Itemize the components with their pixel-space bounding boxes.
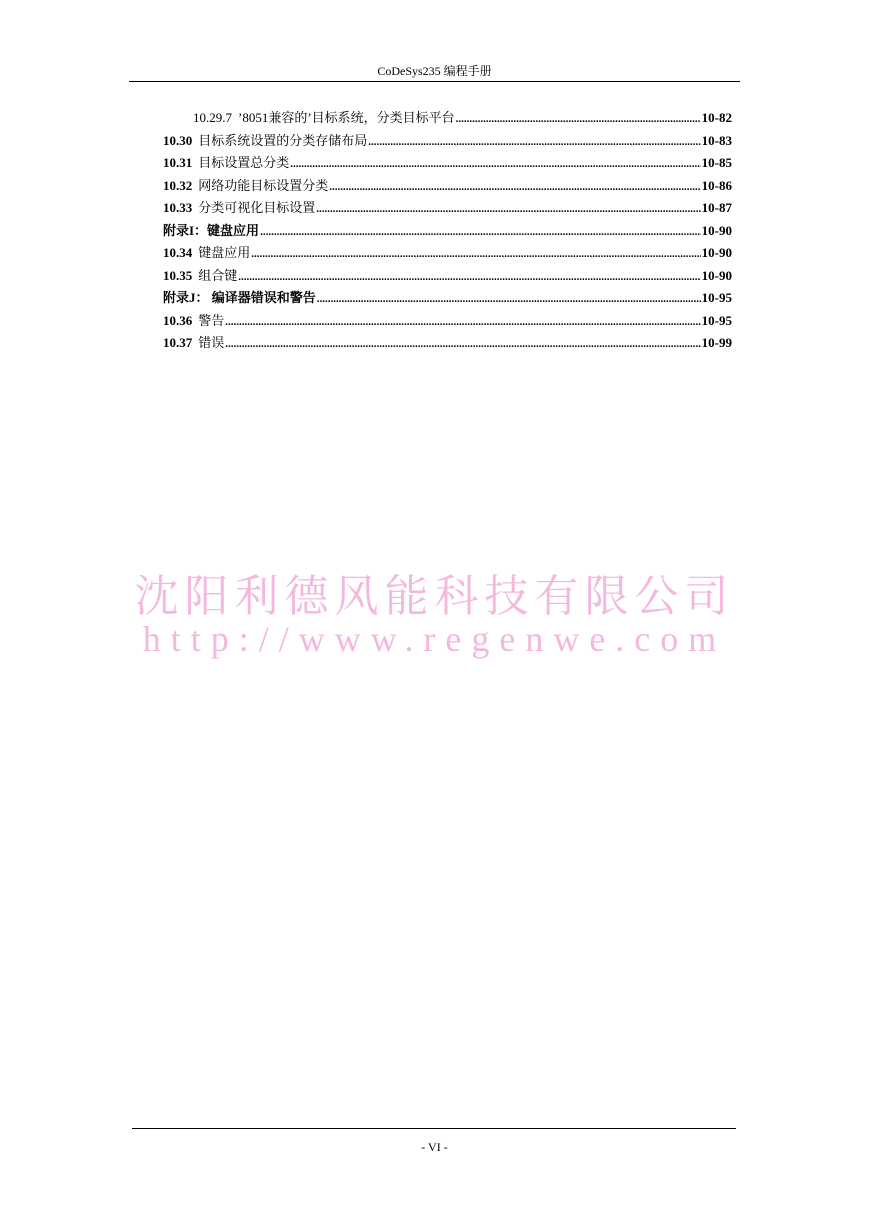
toc-entry-page: 10-90 [701, 245, 732, 260]
toc-entry-number: 10.34 [163, 245, 193, 260]
toc-entry-title: 键盘应用 [198, 245, 251, 260]
toc-entry-page: 10-90 [701, 222, 732, 238]
toc-leader [329, 176, 700, 199]
toc-entry[interactable] [163, 175, 732, 198]
toc-leader [225, 311, 700, 334]
toc-entry[interactable] [163, 265, 732, 288]
toc-leader [456, 108, 701, 131]
toc-entry[interactable] [163, 242, 732, 265]
toc-entry-number: 10.35 [163, 267, 193, 283]
toc-entry-title: 组合键 [198, 267, 238, 283]
toc-entry-page: 10-82 [701, 110, 732, 125]
toc-leader [368, 131, 700, 154]
footer-rule [132, 1128, 736, 1129]
toc-entry-number: 10.36 [163, 312, 193, 328]
toc-leader [316, 198, 700, 221]
toc-entry-title: 附录J： 编译器错误和警告 [163, 290, 316, 305]
toc-entry-page: 10-95 [701, 290, 732, 305]
toc-entry-title: ’8051兼容的’目标系统，分类目标平台 [238, 110, 455, 125]
page-number: - VI - [421, 1140, 448, 1154]
toc-entry-title: 警告 [198, 312, 225, 328]
watermark-company-name: 沈阳利德风能科技有限公司 [134, 571, 735, 622]
toc-entry-page: 10-87 [701, 200, 732, 215]
toc-leader [317, 288, 701, 311]
toc-entry-page: 10-99 [701, 335, 732, 350]
toc-leader [251, 243, 700, 266]
toc-entry-title: 网络功能目标设置分类 [198, 177, 329, 193]
toc-entry-number: 10.32 [163, 177, 193, 193]
toc-entry[interactable] [163, 130, 732, 153]
table-of-contents [163, 107, 732, 355]
watermark-url: http://www.regenwe.com [142, 619, 727, 659]
toc-entry[interactable] [163, 310, 732, 333]
toc-entry-appendix[interactable] [163, 220, 732, 243]
toc-entry[interactable] [163, 107, 732, 130]
toc-entry-page: 10-85 [701, 155, 732, 170]
toc-leader [238, 266, 700, 289]
toc-leader [260, 221, 701, 244]
header-rule [129, 81, 740, 82]
toc-leader [225, 333, 700, 356]
toc-entry-number: 10.29.7 [193, 110, 232, 125]
toc-entry-page: 10-86 [701, 177, 732, 193]
toc-entry[interactable] [163, 197, 732, 220]
toc-entry-number: 10.31 [163, 155, 193, 170]
toc-entry-title: 目标系统设置的分类存储布局 [198, 132, 368, 148]
toc-entry-number: 10.33 [163, 200, 193, 215]
toc-leader [290, 153, 700, 176]
toc-entry-page: 10-90 [701, 267, 732, 283]
toc-entry-page: 10-83 [701, 132, 732, 148]
toc-entry-title: 分类可视化目标设置 [198, 200, 316, 215]
toc-entry-title: 附录I：键盘应用 [163, 222, 260, 238]
toc-entry-number: 10.30 [163, 132, 193, 148]
toc-entry-title: 错误 [198, 335, 225, 350]
toc-entry-title: 目标设置总分类 [198, 155, 290, 170]
toc-entry[interactable] [163, 332, 732, 355]
toc-entry-appendix[interactable] [163, 287, 732, 310]
page-header: CoDeSys235 编程手册 [377, 64, 492, 78]
toc-entry-page: 10-95 [701, 312, 732, 328]
toc-entry-number: 10.37 [163, 335, 193, 350]
toc-entry[interactable] [163, 152, 732, 175]
